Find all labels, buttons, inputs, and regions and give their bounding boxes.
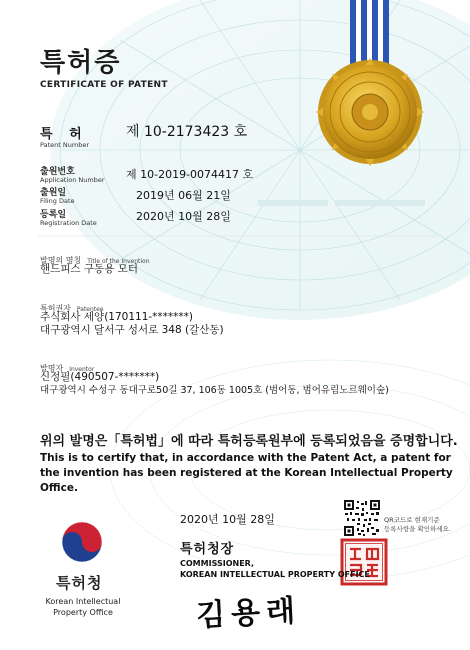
filing-date-label-en: Filing Date <box>40 197 75 205</box>
certification-korean: 위의 발명은「특허법」에 따라 특허등록원부에 등록되었음을 증명합니다. <box>40 434 458 449</box>
gold-seal-icon <box>316 58 424 166</box>
inventor-label-en: Inventor <box>69 366 95 373</box>
patent-number-label-en: Patent Number <box>40 141 90 149</box>
filing-date-label: 출원일 <box>40 188 67 198</box>
kipo-name-english: Korean Intellectual Property Office <box>45 597 121 617</box>
certificate-subtitle: CERTIFICATE OF PATENT <box>40 80 168 90</box>
registration-date-value: 2020년 10월 28일 <box>136 210 231 223</box>
registration-date-label: 등록일 <box>40 210 67 220</box>
patentee-name: 주식회사 세양(170111-*******) <box>40 311 194 323</box>
inventor-address: 대구광역시 수성구 동대구로50길 37, 106동 1005호 (범어동, 범어유림노르웨이숲) <box>40 385 389 396</box>
invention-label: 발명의 명칭 <box>40 256 82 265</box>
patent-number-label: 특 허 <box>40 127 88 142</box>
inventor-name: 신정필(490507-*******) <box>40 371 160 383</box>
issue-date: 2020년 10월 28일 <box>180 513 275 526</box>
inventor-label: 발명자 <box>40 364 64 373</box>
certification-english: This is to certify that, in accordance with the Patent Act, a patent for the invention has been registered at the Korean Intellectual Property Office. <box>40 452 453 494</box>
invention-title-value: 핸드피스 구동용 모터 <box>40 263 138 275</box>
application-number-value: 제 10-2019-0074417 호 <box>126 168 254 181</box>
ribbon-icon <box>350 0 389 68</box>
application-number-label-en: Application Number <box>40 176 105 184</box>
issuer-title-english-line1: COMMISSIONER, <box>180 559 255 568</box>
patentee-label-en: Patentee <box>76 306 104 313</box>
patentee-label: 특허권자 <box>40 304 71 313</box>
kipo-name-korean: 특허청 <box>56 574 103 592</box>
qr-code-note <box>384 516 451 534</box>
kipo-logo-icon <box>62 522 102 562</box>
certificate-title: 특허증 <box>40 48 122 78</box>
invention-label-en: Title of the Invention <box>87 258 150 265</box>
filing-date-value: 2019년 06월 21일 <box>136 189 231 202</box>
patent-number-value: 제 10-2173423 호 <box>126 124 248 140</box>
qr-code-icon <box>344 500 380 536</box>
application-number-label: 출원번호 <box>40 167 75 177</box>
commissioner-signature: 김용래 <box>195 593 302 634</box>
issuer-title-english <box>180 558 370 580</box>
issuer-title-korean: 특허청장 <box>180 542 235 557</box>
issuer-title-english-line2: KOREAN INTELLECTUAL PROPERTY OFFICE <box>180 570 370 579</box>
qr-code-note-line2: 등록사항을 확인하세요. <box>384 525 451 533</box>
qr-code-note-line1: QR코드로 현재기준 <box>384 516 440 524</box>
patentee-address: 대구광역시 달서구 성서로 348 (갈산동) <box>40 324 224 336</box>
registration-date-label-en: Registration Date <box>40 219 97 227</box>
